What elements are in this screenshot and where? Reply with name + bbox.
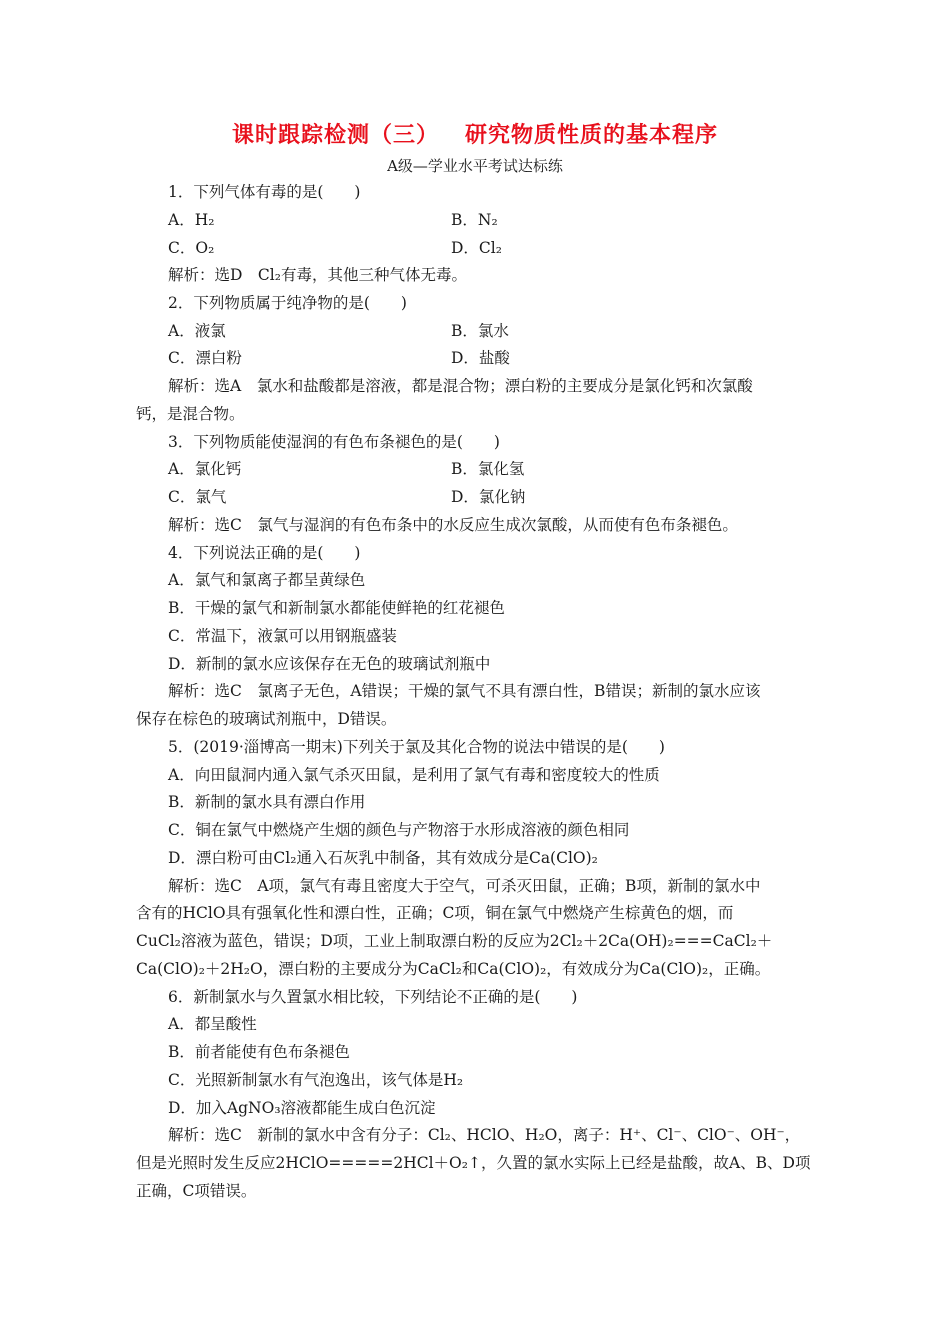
question-2-answer-line-1: 解析：选A 氯水和盐酸都是溶液，都是混合物；漂白粉的主要成分是氯化钙和次氯酸 xyxy=(168,377,753,395)
question-4-option-c: C．常温下，液氯可以用钢瓶盛装 xyxy=(168,627,397,645)
question-6-option-d: D．加入AgNO₃溶液都能生成白色沉淀 xyxy=(168,1099,436,1117)
question-4-answer-line-1: 解析：选C 氯离子无色，A错误；干燥的氯气不具有漂白性，B错误；新制的氯水应该 xyxy=(168,682,761,700)
question-6-answer-line-1: 解析：选C 新制的氯水中含有分子：Cl₂、HClO、H₂O，离子：H⁺、Cl⁻、ClO⁻、OH⁻， xyxy=(168,1126,801,1144)
question-6-answer-line-3: 正确，C项错误。 xyxy=(136,1182,257,1200)
question-1-option-a: A．H₂ xyxy=(168,211,215,229)
question-2-answer-line-2: 钙，是混合物。 xyxy=(136,405,245,423)
question-2-option-d: D．盐酸 xyxy=(451,349,510,367)
question-2-stem: 2．下列物质属于纯净物的是( ) xyxy=(168,294,407,312)
question-6-stem: 6．新制氯水与久置氯水相比较，下列结论不正确的是( ) xyxy=(168,988,578,1006)
question-1-answer: 解析：选D Cl₂有毒，其他三种气体无毒。 xyxy=(168,266,467,284)
question-3-stem: 3．下列物质能使湿润的有色布条褪色的是( ) xyxy=(168,433,500,451)
question-4-option-b: B．干燥的氯气和新制氯水都能使鲜艳的红花褪色 xyxy=(168,599,505,617)
question-1-option-d: D．Cl₂ xyxy=(451,239,502,257)
question-5-answer-line-2: 含有的HClO具有强氧化性和漂白性，正确；C项，铜在氯气中燃烧产生棕黄色的烟，而 xyxy=(136,904,734,922)
question-2-option-a: A．液氯 xyxy=(168,322,226,340)
question-3-option-b: B．氯化氢 xyxy=(451,460,525,478)
section-subtitle: A级—学业水平考试达标练 xyxy=(387,157,563,175)
question-5-answer-line-1: 解析：选C A项，氯气有毒且密度大于空气，可杀灭田鼠，正确；B项，新制的氯水中 xyxy=(168,877,761,895)
question-1-stem: 1．下列气体有毒的是( ) xyxy=(168,183,361,201)
question-1-option-b: B．N₂ xyxy=(451,211,498,229)
question-2-option-b: B．氯水 xyxy=(451,322,509,340)
question-2-option-c: C．漂白粉 xyxy=(168,349,242,367)
question-6-option-b: B．前者能使有色布条褪色 xyxy=(168,1043,350,1061)
question-6-option-c: C．光照新制氯水有气泡逸出，该气体是H₂ xyxy=(168,1071,464,1089)
question-5-option-b: B．新制的氯水具有漂白作用 xyxy=(168,793,366,811)
question-3-option-c: C．氯气 xyxy=(168,488,227,506)
question-1-option-c: C．O₂ xyxy=(168,239,215,257)
question-3-option-d: D．氯化钠 xyxy=(451,488,526,506)
question-4-option-a: A．氯气和氯离子都呈黄绿色 xyxy=(168,571,366,589)
question-6-answer-line-2: 但是光照时发生反应2HClO=====2HCl＋O₂↑，久置的氯水实际上已经是盐酸，故A、B、D项 xyxy=(136,1154,811,1172)
question-3-answer: 解析：选C 氯气与湿润的有色布条中的水反应生成次氯酸，从而使有色布条褪色。 xyxy=(168,516,738,534)
question-5-option-c: C．铜在氯气中燃烧产生烟的颜色与产物溶于水形成溶液的颜色相同 xyxy=(168,821,630,839)
question-5-answer-line-3: CuCl₂溶液为蓝色，错误；D项，工业上制取漂白粉的反应为2Cl₂＋2Ca(OH)₂===CaCl₂＋ xyxy=(136,932,773,950)
question-4-option-d: D．新制的氯水应该保存在无色的玻璃试剂瓶中 xyxy=(168,655,491,673)
question-5-stem: 5．(2019·淄博高一期末)下列关于氯及其化合物的说法中错误的是( ) xyxy=(168,738,665,756)
question-5-option-d: D．漂白粉可由Cl₂通入石灰乳中制备，其有效成分是Ca(ClO)₂ xyxy=(168,849,598,867)
page-title: 课时跟踪检测（三） 研究物质性质的基本程序 xyxy=(232,123,718,148)
question-3-option-a: A．氯化钙 xyxy=(168,460,242,478)
question-5-option-a: A．向田鼠洞内通入氯气杀灭田鼠，是利用了氯气有毒和密度较大的性质 xyxy=(168,766,660,784)
question-5-answer-line-4: Ca(ClO)₂＋2H₂O，漂白粉的主要成分为CaCl₂和Ca(ClO)₂，有效成分为Ca(ClO)₂，正确。 xyxy=(136,960,771,978)
question-4-stem: 4．下列说法正确的是( ) xyxy=(168,544,361,562)
question-6-option-a: A．都呈酸性 xyxy=(168,1015,257,1033)
question-4-answer-line-2: 保存在棕色的玻璃试剂瓶中，D错误。 xyxy=(136,710,397,728)
